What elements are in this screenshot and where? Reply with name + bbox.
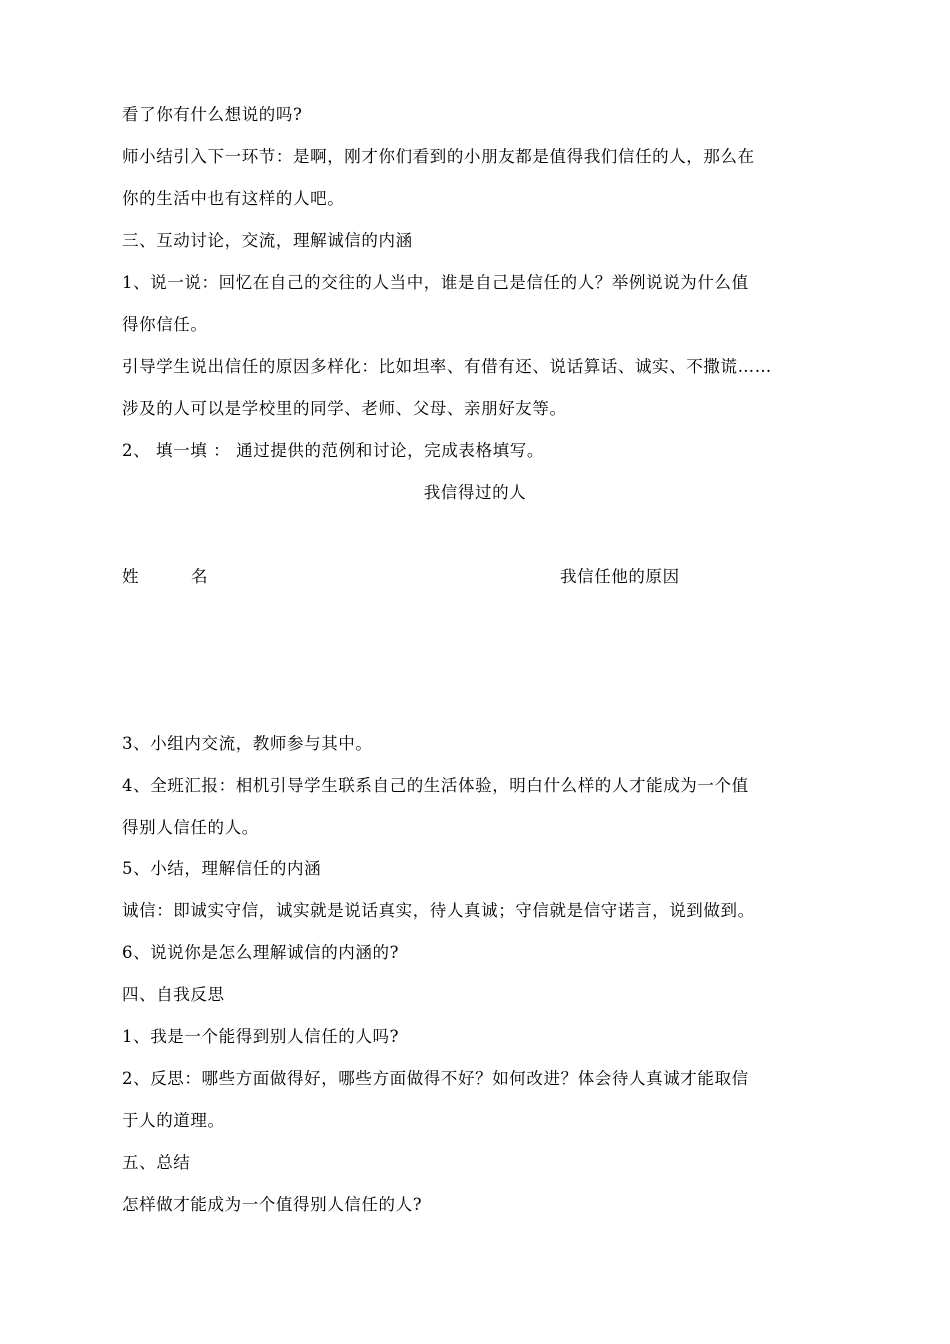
paragraph-line: 6、说说你是怎么理解诚信的内涵的? — [122, 943, 400, 962]
table-header-reason: 我信任他的原因 — [560, 567, 680, 586]
paragraph-line: 2、反思：哪些方面做得好，哪些方面做得不好？如何改进？体会待人真诚才能取信 — [122, 1069, 749, 1088]
table-header-name-1: 姓 — [122, 567, 139, 586]
table-header-name-2: 名 — [191, 567, 208, 586]
section-heading: 四、自我反思 — [122, 985, 225, 1004]
paragraph-line: 3、小组内交流，教师参与其中。 — [122, 734, 373, 753]
paragraph-line: 1、说一说：回忆在自己的交往的人当中，谁是自己是信任的人？举例说说为什么值 — [122, 273, 749, 292]
paragraph-line: 诚信：即诚实守信，诚实就是说话真实，待人真诚；守信就是信守诺言，说到做到。 — [122, 901, 755, 920]
paragraph-line: 得你信任。 — [122, 315, 208, 334]
paragraph-line: 看了你有什么想说的吗? — [122, 105, 303, 124]
paragraph-line: 引导学生说出信任的原因多样化：比如坦率、有借有还、说话算话、诚实、不撒谎…… — [122, 357, 772, 376]
table-title: 我信得过的人 — [423, 483, 527, 502]
section-heading: 五、总结 — [122, 1153, 191, 1172]
paragraph-line: 涉及的人可以是学校里的同学、老师、父母、亲朋好友等。 — [122, 399, 567, 418]
paragraph-line: 你的生活中也有这样的人吧。 — [122, 189, 345, 208]
paragraph-line: 5、小结，理解信任的内涵 — [122, 859, 322, 878]
paragraph-line: 于人的道理。 — [122, 1111, 225, 1130]
paragraph-line: 怎样做才能成为一个值得别人信任的人? — [122, 1195, 423, 1214]
paragraph-line: 2、 填一填 ： 通过提供的范例和讨论，完成表格填写。 — [122, 441, 544, 460]
paragraph-line: 1、我是一个能得到别人信任的人吗? — [122, 1027, 400, 1046]
section-heading: 三、互动讨论，交流，理解诚信的内涵 — [122, 231, 413, 250]
paragraph-line: 师小结引入下一环节：是啊，刚才你们看到的小朋友都是值得我们信任的人，那么在 — [122, 147, 755, 166]
paragraph-line: 4、全班汇报：相机引导学生联系自己的生活体验，明白什么样的人才能成为一个值 — [122, 776, 749, 795]
paragraph-line: 得别人信任的人。 — [122, 818, 259, 837]
